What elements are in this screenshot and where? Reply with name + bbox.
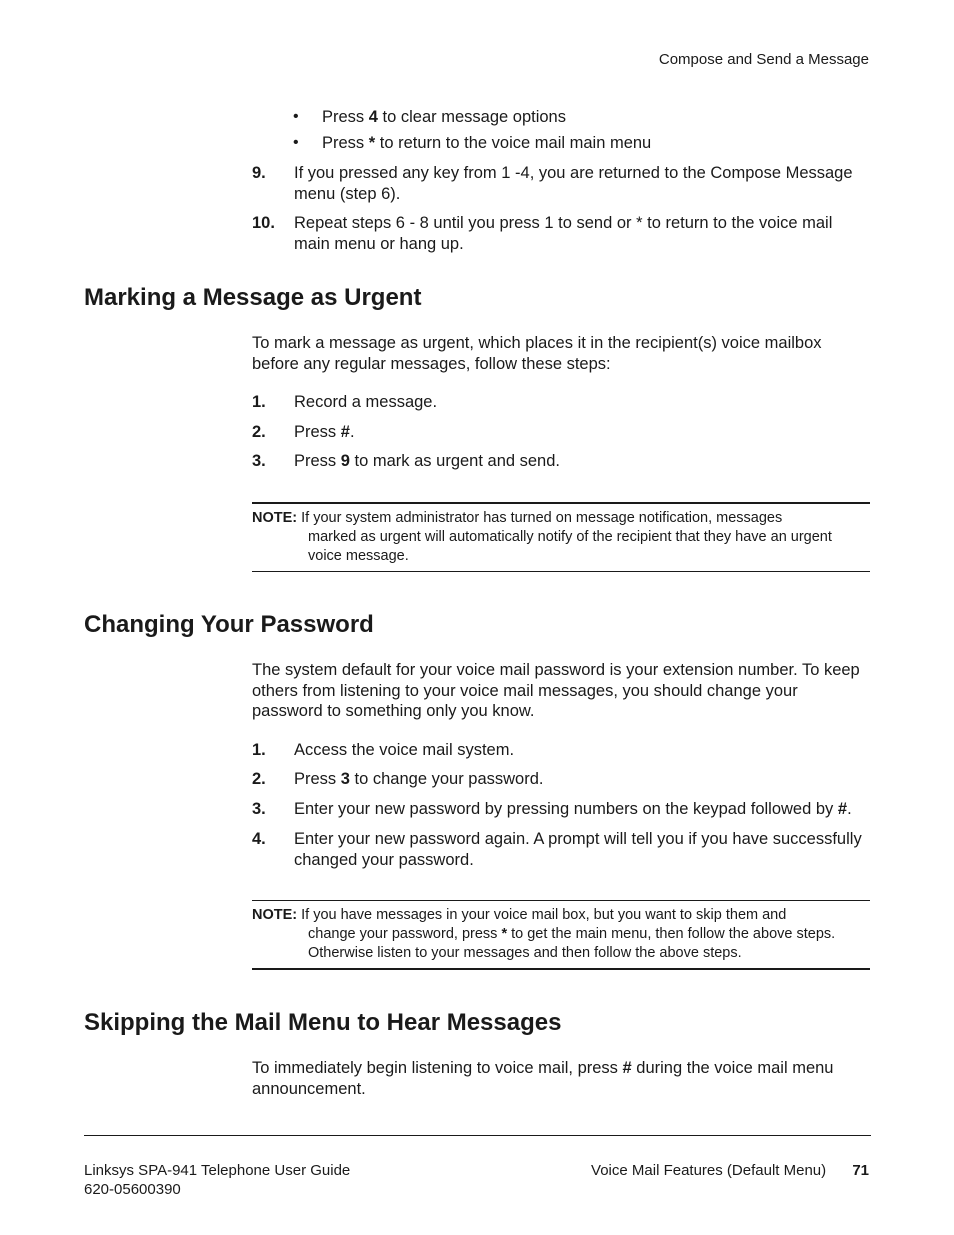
step-number: 4. <box>252 830 266 848</box>
note-rule-bottom <box>252 968 870 970</box>
step-text: Record a message. <box>294 393 438 411</box>
step-text: Enter your new password again. A prompt will tell you if you have successfully changed your password. <box>294 830 862 869</box>
step-number: 1. <box>252 741 266 759</box>
step-number: 2. <box>252 770 266 788</box>
page-number: 71 <box>852 1162 869 1179</box>
note-urgent: NOTE: If your system administrator has turned on message notification, messages marked as urgent will automatically notify of the recipient that they have an urgent voice message. <box>252 510 832 564</box>
section-heading-password: Changing Your Password <box>84 611 374 638</box>
footer-left <box>84 1161 350 1199</box>
footer-chapter: Voice Mail Features (Default Menu) <box>591 1162 827 1179</box>
urgent-intro: To mark a message as urgent, which places it in the recipient(s) voice mailbox before any regular messages, follow these steps: <box>252 334 822 373</box>
password-intro: The system default for your voice mail password is your extension number. To keep others from listening to your voice mail messages, you should change your password to something only you know. <box>252 661 860 720</box>
step-text: Repeat steps 6 - 8 until you press 1 to send or * to return to the voice mail main menu or hang up. <box>294 214 833 253</box>
section-heading-skipping: Skipping the Mail Menu to Hear Messages <box>84 1009 562 1036</box>
note-rule-bottom <box>252 571 870 572</box>
footer-guide-title: Linksys SPA-941 Telephone User Guide <box>84 1162 351 1179</box>
step-number: 3. <box>252 800 266 818</box>
footer-right <box>591 1161 869 1180</box>
note-password: NOTE: If you have messages in your voice mail box, but you want to skip them and change your password, press * to get the main menu, then follow the above steps. Otherwise listen to your messages and then follow the above steps. <box>252 907 836 961</box>
step-number: 3. <box>252 452 266 470</box>
skipping-intro: To immediately begin listening to voice mail, press # during the voice mail menu announcement. <box>252 1059 834 1098</box>
section-heading-urgent: Marking a Message as Urgent <box>84 284 422 311</box>
step-text: Access the voice mail system. <box>294 741 515 759</box>
note-label: NOTE: <box>252 907 298 923</box>
footer-doc-number: 620-05600390 <box>84 1181 181 1198</box>
step-text: Press 9 to mark as urgent and send. <box>294 452 560 470</box>
note-label: NOTE: <box>252 510 298 526</box>
step-text: If you pressed any key from 1 -4, you are returned to the Compose Message menu (step 6). <box>294 164 853 203</box>
footer-rule <box>84 1135 871 1136</box>
note-rule-top <box>252 900 870 901</box>
step-number: 9. <box>252 164 266 182</box>
step-number: 10. <box>252 214 275 232</box>
note-rule-top <box>252 502 870 504</box>
step-text: Enter your new password by pressing numbers on the keypad followed by #. <box>294 800 852 818</box>
step-number: 1. <box>252 393 266 411</box>
running-header: Compose and Send a Message <box>658 51 869 68</box>
step-number: 2. <box>252 423 266 441</box>
bullet-icon: • <box>293 108 299 125</box>
step-text: Press 3 to change your password. <box>294 770 544 788</box>
step-text: Press #. <box>294 423 355 441</box>
bullet-icon: • <box>293 134 299 151</box>
